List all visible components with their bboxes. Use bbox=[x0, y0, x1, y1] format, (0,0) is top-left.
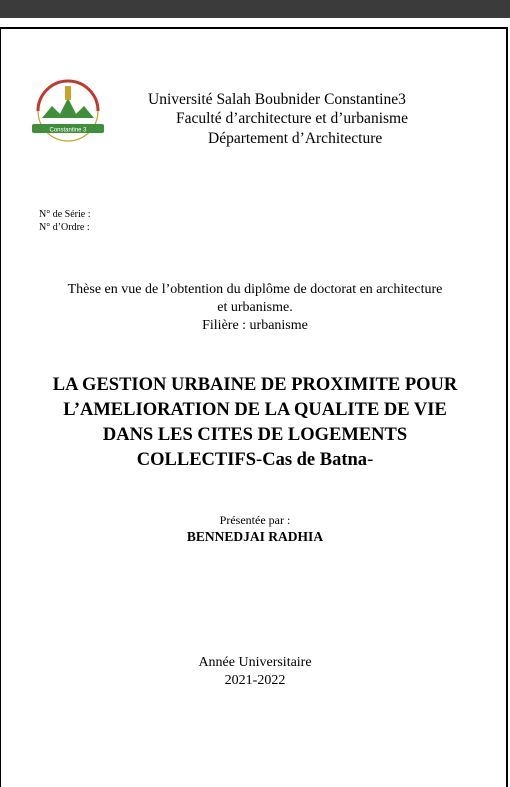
presented-by-label: Présentée par : bbox=[219, 513, 291, 527]
university-name: Université Salah Boubnider Constantine3 bbox=[148, 91, 406, 108]
thesis-line-1: Thèse en vue de l’obtention du diplôme de doctorat en architecture bbox=[67, 282, 443, 297]
title-dash-close: - bbox=[367, 450, 374, 470]
title-dash-open: - bbox=[256, 450, 263, 470]
thesis-title-line-1: LA GESTION URBAINE DE PROXIMITE POUR bbox=[52, 375, 458, 395]
logo-building bbox=[42, 98, 94, 118]
order-number-label: N° d’Ordre : bbox=[39, 222, 90, 233]
thesis-title-line-4 bbox=[0, 448, 510, 473]
title-collectifs: COLLECTIFS bbox=[136, 450, 257, 470]
thesis-title-line-3: DANS LES CITES DE LOGEMENTS bbox=[102, 425, 408, 445]
thesis-title-line-2: L’AMELIORATION DE LA QUALITE DE VIE bbox=[63, 400, 447, 420]
academic-year-label: Année Universitaire bbox=[198, 655, 312, 670]
thesis-line-2: et urbanisme. bbox=[217, 300, 293, 315]
logo-caption: Constantine 3 bbox=[49, 127, 87, 134]
logo-tower bbox=[65, 86, 71, 100]
author-name: BENNEDJAI RADHIA bbox=[186, 529, 324, 544]
thesis-line-3: Filière : urbanisme bbox=[202, 318, 308, 333]
academic-year-value: 2021-2022 bbox=[224, 673, 286, 688]
viewer-top-bar bbox=[0, 0, 510, 18]
department-name: Département d’Architecture bbox=[208, 130, 383, 147]
university-logo bbox=[22, 78, 114, 148]
faculty-name: Faculté d’architecture et d’urbanisme bbox=[176, 110, 408, 127]
title-case-study: Cas de Batna bbox=[262, 450, 368, 470]
serial-number-label: N° de Série : bbox=[39, 209, 91, 220]
